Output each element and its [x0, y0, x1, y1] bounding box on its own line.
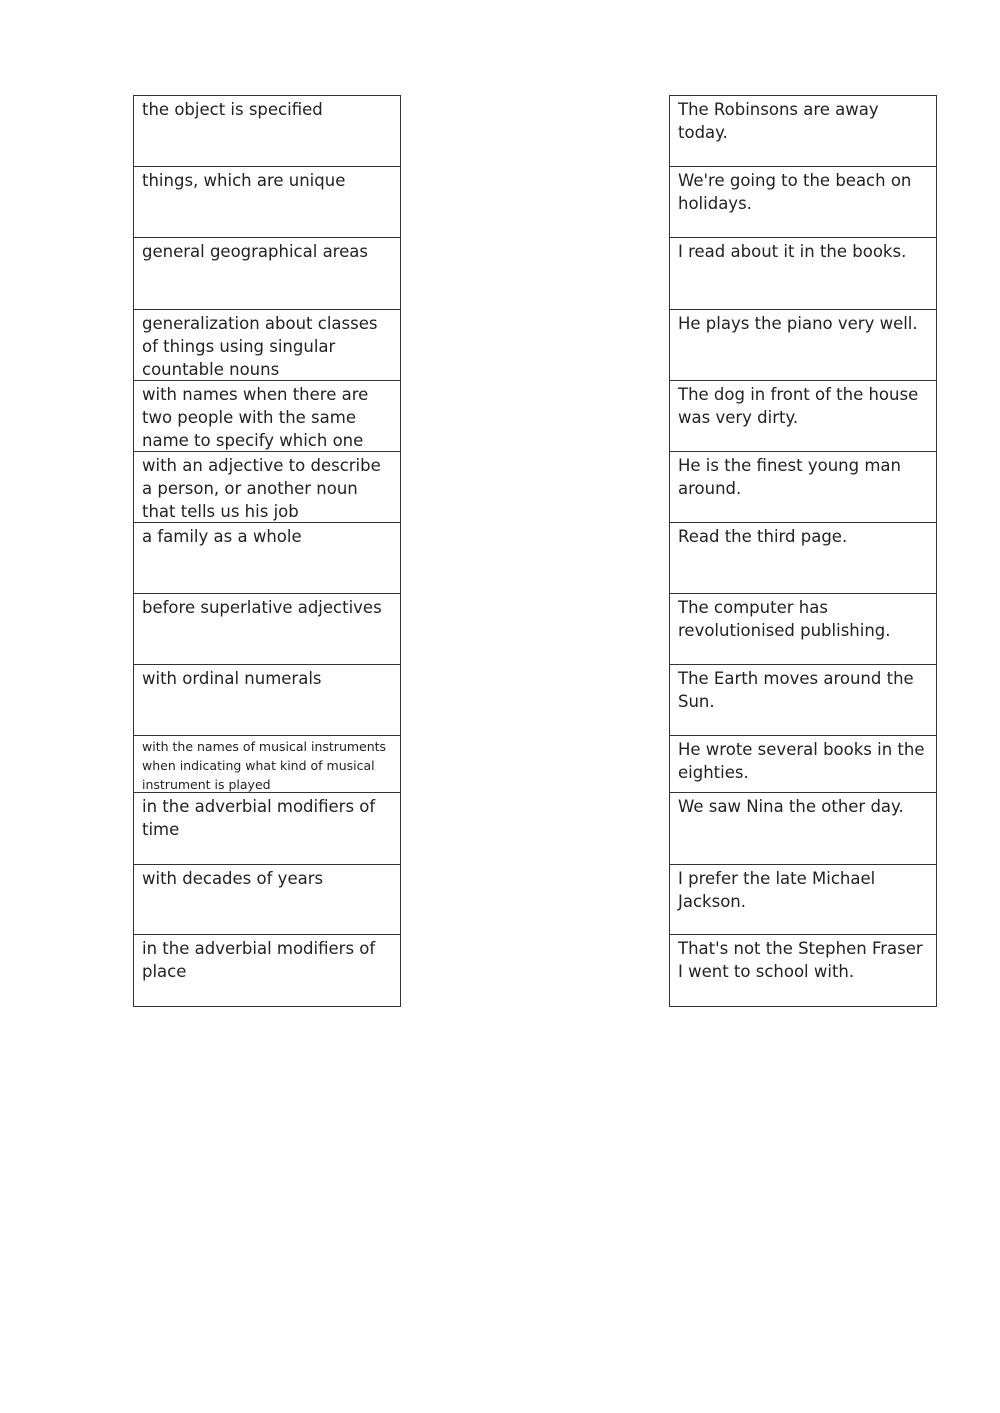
right-card-2: We're going to the beach on holidays.: [670, 167, 936, 238]
right-card-column: [669, 95, 937, 1007]
right-card-10: He wrote several books in the eighties.: [670, 736, 936, 793]
right-card-7: Read the third page.: [670, 523, 936, 594]
left-card-3: general geographical areas: [134, 238, 400, 310]
left-card-1: the object is specified: [134, 96, 400, 167]
left-card-11: in the adverbial modifiers of time: [134, 793, 400, 865]
right-card-8: The computer has revolutionised publishing.: [670, 594, 936, 665]
right-card-3: I read about it in the books.: [670, 238, 936, 310]
left-card-10: with the names of musical instruments when indicating what kind of musical instrument is played: [134, 736, 400, 793]
right-card-4: He plays the piano very well.: [670, 310, 936, 381]
left-card-9: with ordinal numerals: [134, 665, 400, 736]
right-card-11: We saw Nina the other day.: [670, 793, 936, 865]
right-card-13: That's not the Stephen Fraser I went to school with.: [670, 935, 936, 1007]
right-card-5: The dog in front of the house was very dirty.: [670, 381, 936, 452]
left-card-13: in the adverbial modifiers of place: [134, 935, 400, 1007]
right-card-12: I prefer the late Michael Jackson.: [670, 865, 936, 935]
right-card-6: He is the finest young man around.: [670, 452, 936, 523]
left-card-8: before superlative adjectives: [134, 594, 400, 665]
left-card-7: a family as a whole: [134, 523, 400, 594]
right-card-9: The Earth moves around the Sun.: [670, 665, 936, 736]
left-card-5: with names when there are two people with the same name to specify which one: [134, 381, 400, 452]
left-card-6: with an adjective to describe a person, or another noun that tells us his job: [134, 452, 400, 523]
left-card-12: with decades of years: [134, 865, 400, 935]
right-card-1: The Robinsons are away today.: [670, 96, 936, 167]
left-card-4: generalization about classes of things using singular countable nouns: [134, 310, 400, 381]
left-card-2: things, which are unique: [134, 167, 400, 238]
left-card-column: [133, 95, 401, 1007]
